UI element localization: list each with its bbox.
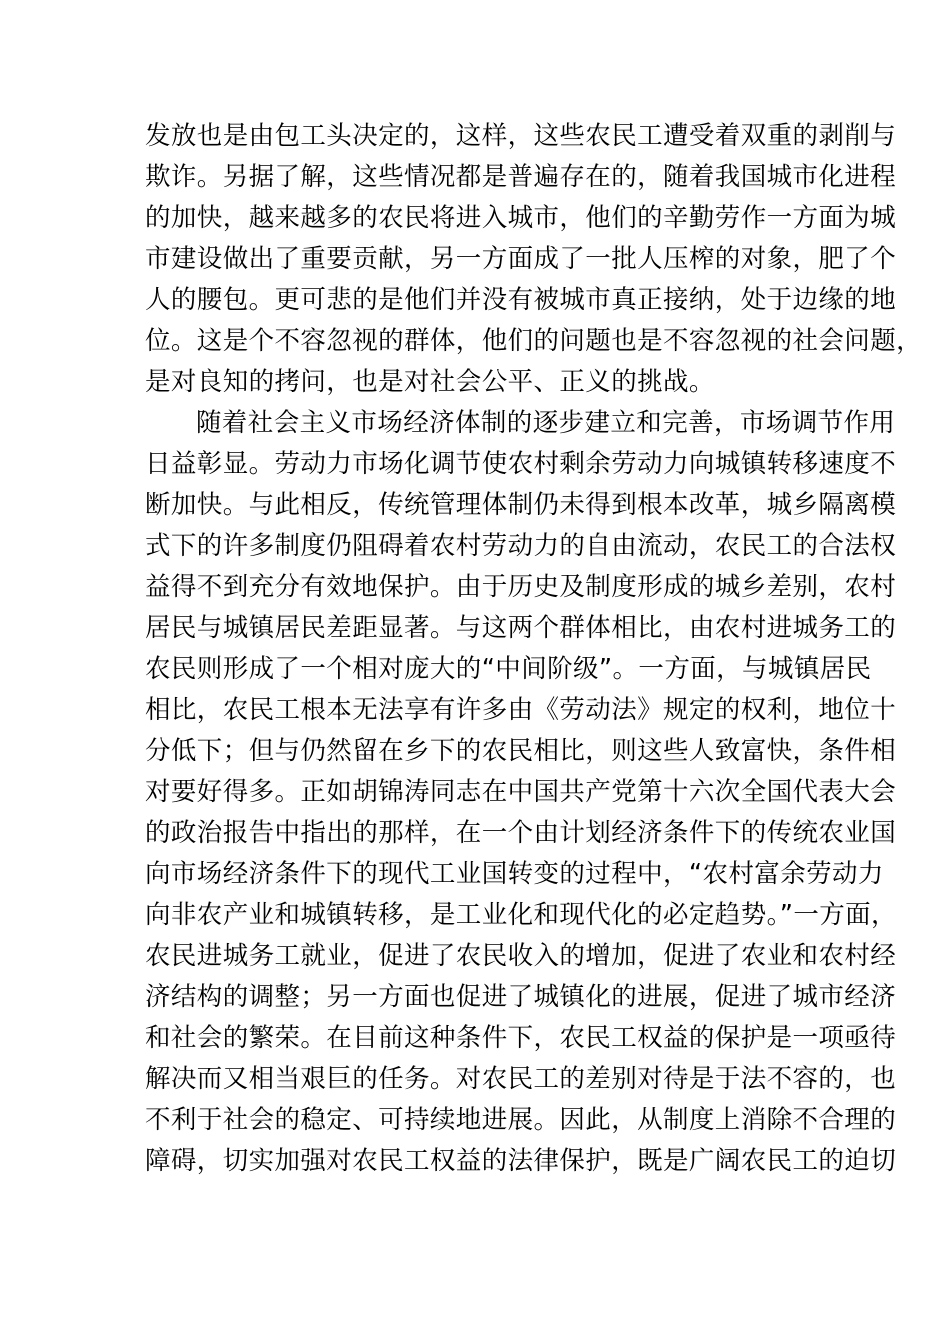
text-line: 相比，农民工根本无法享有许多由《劳动法》规定的权利，地位十 — [145, 695, 897, 725]
text-line: 不利于社会的稳定、可持续地进展。因此，从制度上消除不合理的 — [145, 1105, 897, 1135]
text-line: 向市场经济条件下的现代工业国转变的过程中，“农村富余劳动力 — [145, 859, 884, 889]
text-line: 对要好得多。正如胡锦涛同志在中国共产党第十六次全国代表大会 — [145, 777, 897, 807]
text-line: 农民则形成了一个相对庞大的“中间阶级”。一方面，与城镇居民 — [145, 654, 872, 684]
text-line: 位。这是个不容忽视的群体，他们的问题也是不容忽视的社会问题， — [145, 326, 923, 356]
text-line: 和社会的繁荣。在目前这种条件下，农民工权益的保护是一项亟待 — [145, 1023, 897, 1053]
text-line: 发放也是由包工头决定的，这样，这些农民工遭受着双重的剥削与 — [145, 121, 897, 151]
text-line: 向非农产业和城镇转移，是工业化和现代化的必定趋势。”一方面， — [145, 900, 897, 930]
body-text — [145, 116, 923, 1182]
text-line: 障碍，切实加强对农民工权益的法律保护，既是广阔农民工的迫切 — [145, 1146, 897, 1176]
text-line: 分低下；但与仍然留在乡下的农民相比，则这些人致富快，条件相 — [145, 736, 897, 766]
text-line: 式下的许多制度仍阻碍着农村劳动力的自由流动，农民工的合法权 — [145, 531, 897, 561]
text-line: 市建设做出了重要贡献，另一方面成了一批人压榨的对象，肥了个 — [145, 244, 897, 274]
text-line: 是对良知的拷问，也是对社会公平、正义的挑战。 — [145, 367, 715, 397]
text-line: 的加快，越来越多的农民将进入城市，他们的辛勤劳作一方面为城 — [145, 203, 897, 233]
text-line: 欺诈。另据了解，这些情况都是普遍存在的，随着我国城市化进程 — [145, 162, 897, 192]
text-line: 人的腰包。更可悲的是他们并没有被城市真正接纳，处于边缘的地 — [145, 285, 897, 315]
text-line: 的政治报告中指出的那样，在一个由计划经济条件下的传统农业国 — [145, 818, 897, 848]
text-line: 随着社会主义市场经济体制的逐步建立和完善，市场调节作用 — [196, 408, 896, 438]
text-line: 解决而又相当艰巨的任务。对农民工的差别对待是于法不容的，也 — [145, 1064, 897, 1094]
text-line: 农民进城务工就业，促进了农民收入的增加，促进了农业和农村经 — [145, 941, 897, 971]
text-line: 益得不到充分有效地保护。由于历史及制度形成的城乡差别，农村 — [145, 572, 897, 602]
text-line: 日益彰显。劳动力市场化调节使农村剩余劳动力向城镇转移速度不 — [145, 449, 897, 479]
text-line: 济结构的调整；另一方面也促进了城镇化的进展，促进了城市经济 — [145, 982, 897, 1012]
text-line: 断加快。与此相反，传统管理体制仍未得到根本改革，城乡隔离模 — [145, 490, 897, 520]
text-line: 居民与城镇居民差距显著。与这两个群体相比，由农村进城务工的 — [145, 613, 897, 643]
